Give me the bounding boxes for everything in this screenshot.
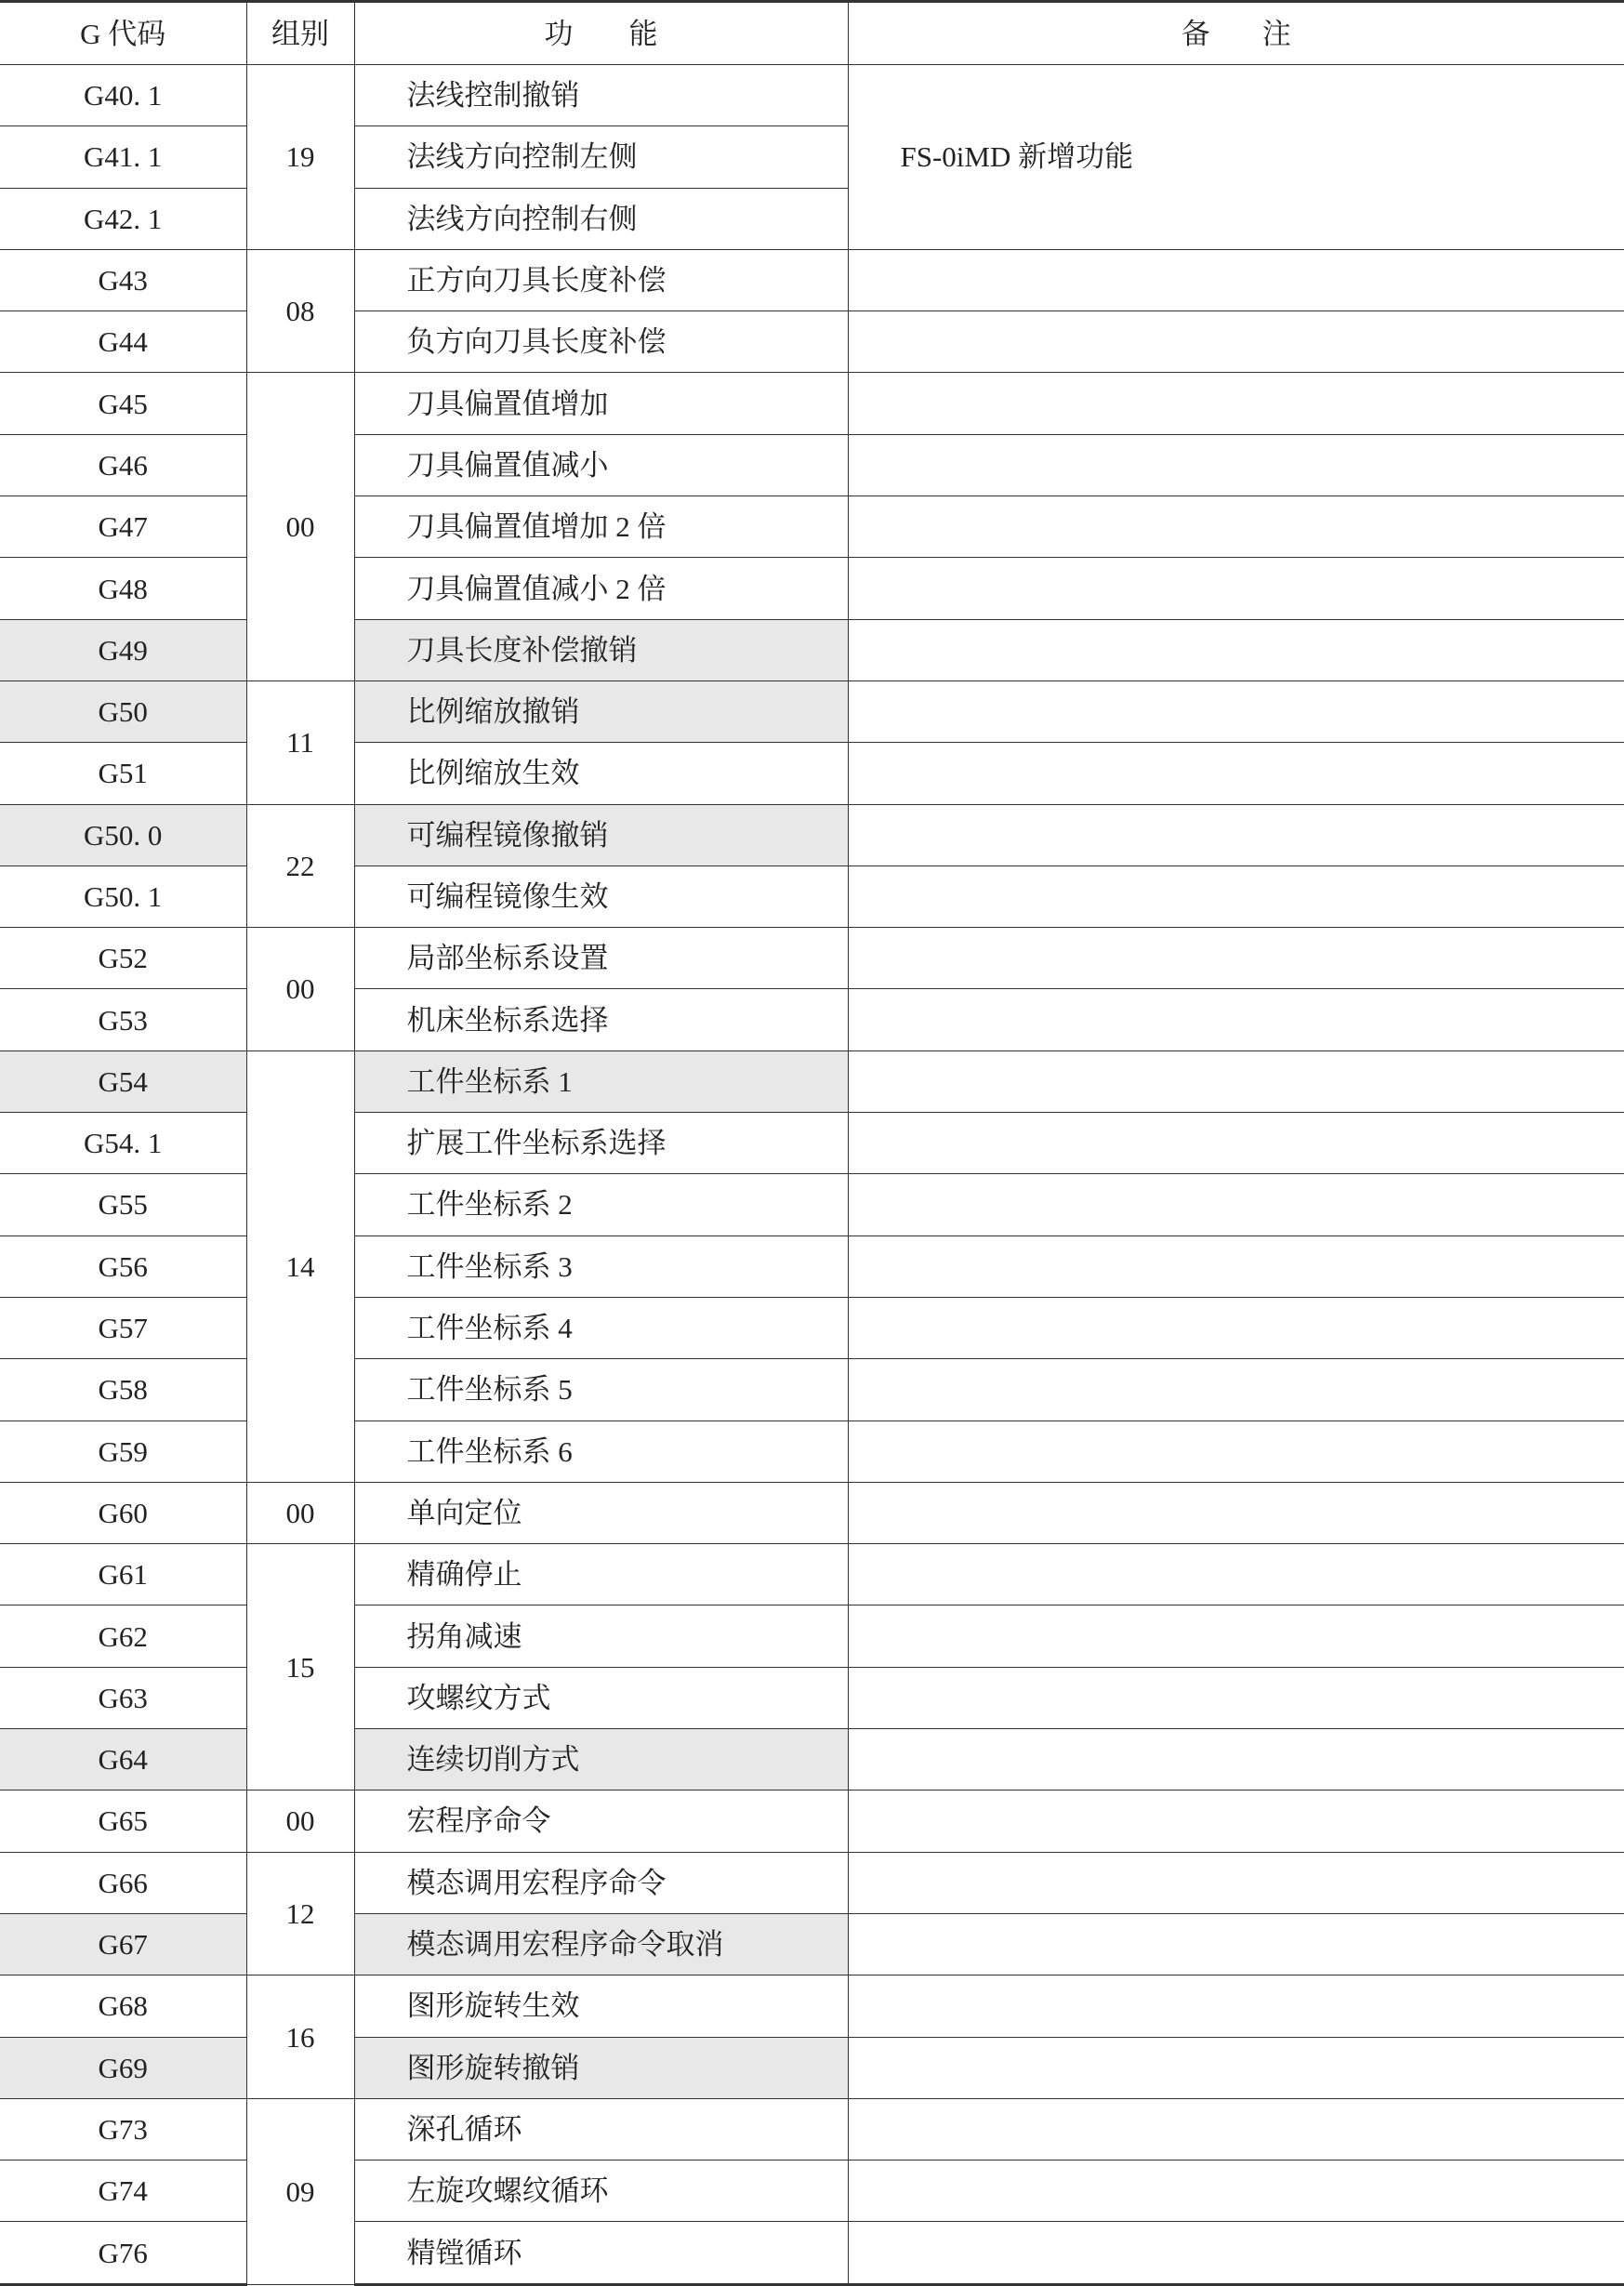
header-function: [354, 2, 848, 65]
function-cell: 宏程序命令: [354, 1790, 848, 1852]
function-cell: 工件坐标系 1: [354, 1051, 848, 1112]
group-cell: 00: [246, 373, 354, 681]
g-code-cell: G54: [0, 1051, 246, 1112]
g-code-cell: G76: [0, 2222, 246, 2284]
note-cell: [848, 2222, 1624, 2284]
note-cell: [848, 249, 1624, 311]
function-cell: 法线方向控制左侧: [354, 126, 848, 188]
function-cell: 工件坐标系 6: [354, 1420, 848, 1482]
table-row: [0, 1729, 1624, 1790]
header-note: [848, 2, 1624, 65]
g-code-cell: G45: [0, 373, 246, 434]
table-row: [0, 2160, 1624, 2222]
note-cell: [848, 1790, 1624, 1852]
function-cell: 比例缩放生效: [354, 743, 848, 804]
g-code-cell: G64: [0, 1729, 246, 1790]
note-cell: [848, 1482, 1624, 1543]
g-code-cell: G63: [0, 1667, 246, 1728]
note-cell: [848, 989, 1624, 1051]
group-cell: 19: [246, 65, 354, 250]
g-code-cell: G48: [0, 558, 246, 619]
table-row: [0, 496, 1624, 558]
table-row: [0, 619, 1624, 681]
table-row: [0, 434, 1624, 496]
g-code-cell: G50. 0: [0, 804, 246, 866]
note-cell: [848, 373, 1624, 434]
table-row: [0, 2222, 1624, 2284]
table-row: [0, 1913, 1624, 1975]
group-cell: 00: [246, 928, 354, 1051]
function-cell: 局部坐标系设置: [354, 928, 848, 989]
function-cell: 比例缩放撤销: [354, 681, 848, 742]
g-code-cell: G52: [0, 928, 246, 989]
function-cell: 刀具偏置值增加: [354, 373, 848, 434]
g-code-cell: G46: [0, 434, 246, 496]
header-note-char-1: 备: [1181, 17, 1210, 50]
function-cell: 法线控制撤销: [354, 65, 848, 126]
g-code-cell: G53: [0, 989, 246, 1051]
g-code-cell: G42. 1: [0, 188, 246, 249]
group-cell: 08: [246, 249, 354, 373]
note-cell: [848, 866, 1624, 927]
function-cell: 法线方向控制右侧: [354, 188, 848, 249]
note-cell: [848, 1729, 1624, 1790]
table-row: [0, 2037, 1624, 2098]
group-cell: 12: [246, 1852, 354, 1975]
note-cell: [848, 1235, 1624, 1297]
function-cell: 可编程镜像生效: [354, 866, 848, 927]
function-cell: 深孔循环: [354, 2098, 848, 2160]
header-function-char-2: 能: [628, 17, 658, 50]
note-cell: [848, 1051, 1624, 1112]
g-code-cell: G62: [0, 1605, 246, 1667]
g-code-cell: G49: [0, 619, 246, 681]
table-row: [0, 1297, 1624, 1358]
g-code-cell: G50. 1: [0, 866, 246, 927]
function-cell: 攻螺纹方式: [354, 1667, 848, 1728]
table-row: [0, 65, 1624, 126]
header-group: 组别: [246, 2, 354, 65]
function-cell: 扩展工件坐标系选择: [354, 1113, 848, 1174]
function-cell: 拐角减速: [354, 1605, 848, 1667]
table-row: [0, 249, 1624, 311]
header-function-char-1: 功: [544, 17, 574, 50]
function-cell: 刀具偏置值增加 2 倍: [354, 496, 848, 558]
table-row: [0, 1544, 1624, 1605]
note-cell: FS-0iMD 新增功能: [848, 65, 1624, 250]
table-row: [0, 558, 1624, 619]
g-code-cell: G41. 1: [0, 126, 246, 188]
table-row: [0, 1482, 1624, 1543]
function-cell: 刀具长度补偿撤销: [354, 619, 848, 681]
table-row: [0, 1235, 1624, 1297]
function-cell: 正方向刀具长度补偿: [354, 249, 848, 311]
table-row: [0, 989, 1624, 1051]
function-cell: 工件坐标系 3: [354, 1235, 848, 1297]
note-cell: [848, 1297, 1624, 1358]
g-code-cell: G43: [0, 249, 246, 311]
group-cell: 09: [246, 2098, 354, 2284]
note-cell: [848, 1852, 1624, 1913]
group-cell: 16: [246, 1975, 354, 2099]
g-code-cell: G65: [0, 1790, 246, 1852]
note-cell: [848, 1359, 1624, 1420]
note-cell: [848, 2098, 1624, 2160]
function-cell: 刀具偏置值减小: [354, 434, 848, 496]
function-cell: 可编程镜像撤销: [354, 804, 848, 866]
group-cell: 15: [246, 1544, 354, 1790]
table-row: [0, 1852, 1624, 1913]
group-cell: 14: [246, 1051, 354, 1482]
table-row: [0, 1051, 1624, 1112]
g-code-cell: G50: [0, 681, 246, 742]
table-row: [0, 928, 1624, 989]
note-cell: [848, 619, 1624, 681]
table-row: [0, 1359, 1624, 1420]
note-cell: [848, 2037, 1624, 2098]
function-cell: 连续切削方式: [354, 1729, 848, 1790]
table-row: [0, 1174, 1624, 1235]
g-code-cell: G74: [0, 2160, 246, 2222]
table-row: [0, 866, 1624, 927]
table-row: [0, 1113, 1624, 1174]
g-code-cell: G51: [0, 743, 246, 804]
g-code-cell: G40. 1: [0, 65, 246, 126]
table-row: [0, 1605, 1624, 1667]
table-row: [0, 804, 1624, 866]
function-cell: 单向定位: [354, 1482, 848, 1543]
g-code-cell: G47: [0, 496, 246, 558]
table-row: [0, 2098, 1624, 2160]
function-cell: 机床坐标系选择: [354, 989, 848, 1051]
group-cell: 00: [246, 1482, 354, 1543]
table-row: [0, 681, 1624, 742]
note-cell: [848, 1113, 1624, 1174]
group-cell: 11: [246, 681, 354, 804]
g-code-cell: G60: [0, 1482, 246, 1543]
table-row: [0, 1420, 1624, 1482]
note-cell: [848, 311, 1624, 373]
g-code-cell: G59: [0, 1420, 246, 1482]
header-row: [0, 2, 1624, 65]
note-cell: [848, 1174, 1624, 1235]
table-row: [0, 1667, 1624, 1728]
g-code-cell: G44: [0, 311, 246, 373]
function-cell: 模态调用宏程序命令: [354, 1852, 848, 1913]
table-row: [0, 1975, 1624, 2037]
g-code-cell: G58: [0, 1359, 246, 1420]
note-cell: [848, 928, 1624, 989]
function-cell: 工件坐标系 5: [354, 1359, 848, 1420]
function-cell: 精镗循环: [354, 2222, 848, 2284]
function-cell: 左旋攻螺纹循环: [354, 2160, 848, 2222]
note-cell: [848, 681, 1624, 742]
note-cell: [848, 1420, 1624, 1482]
function-cell: 工件坐标系 2: [354, 1174, 848, 1235]
table-body: [0, 65, 1624, 2285]
function-cell: 工件坐标系 4: [354, 1297, 848, 1358]
g-code-cell: G56: [0, 1235, 246, 1297]
table-row: [0, 311, 1624, 373]
g-code-cell: G57: [0, 1297, 246, 1358]
g-code-cell: G61: [0, 1544, 246, 1605]
note-cell: [848, 1975, 1624, 2037]
function-cell: 模态调用宏程序命令取消: [354, 1913, 848, 1975]
note-cell: [848, 1667, 1624, 1728]
note-cell: [848, 1544, 1624, 1605]
header-note-char-2: 注: [1261, 17, 1291, 50]
g-code-cell: G73: [0, 2098, 246, 2160]
note-cell: [848, 1913, 1624, 1975]
table-row: [0, 1790, 1624, 1852]
note-cell: [848, 496, 1624, 558]
function-cell: 图形旋转生效: [354, 1975, 848, 2037]
note-cell: [848, 743, 1624, 804]
note-cell: [848, 804, 1624, 866]
table-row: [0, 743, 1624, 804]
function-cell: 图形旋转撤销: [354, 2037, 848, 2098]
group-cell: 00: [246, 1790, 354, 1852]
g-code-cell: G66: [0, 1852, 246, 1913]
function-cell: 负方向刀具长度补偿: [354, 311, 848, 373]
table-row: [0, 373, 1624, 434]
group-cell: 22: [246, 804, 354, 928]
note-cell: [848, 434, 1624, 496]
g-code-cell: G55: [0, 1174, 246, 1235]
note-cell: [848, 2160, 1624, 2222]
function-cell: 精确停止: [354, 1544, 848, 1605]
g-code-cell: G67: [0, 1913, 246, 1975]
header-code: G 代码: [0, 2, 246, 65]
function-cell: 刀具偏置值减小 2 倍: [354, 558, 848, 619]
g-code-cell: G68: [0, 1975, 246, 2037]
g-code-cell: G54. 1: [0, 1113, 246, 1174]
note-cell: [848, 1605, 1624, 1667]
note-cell: [848, 558, 1624, 619]
g-code-cell: G69: [0, 2037, 246, 2098]
